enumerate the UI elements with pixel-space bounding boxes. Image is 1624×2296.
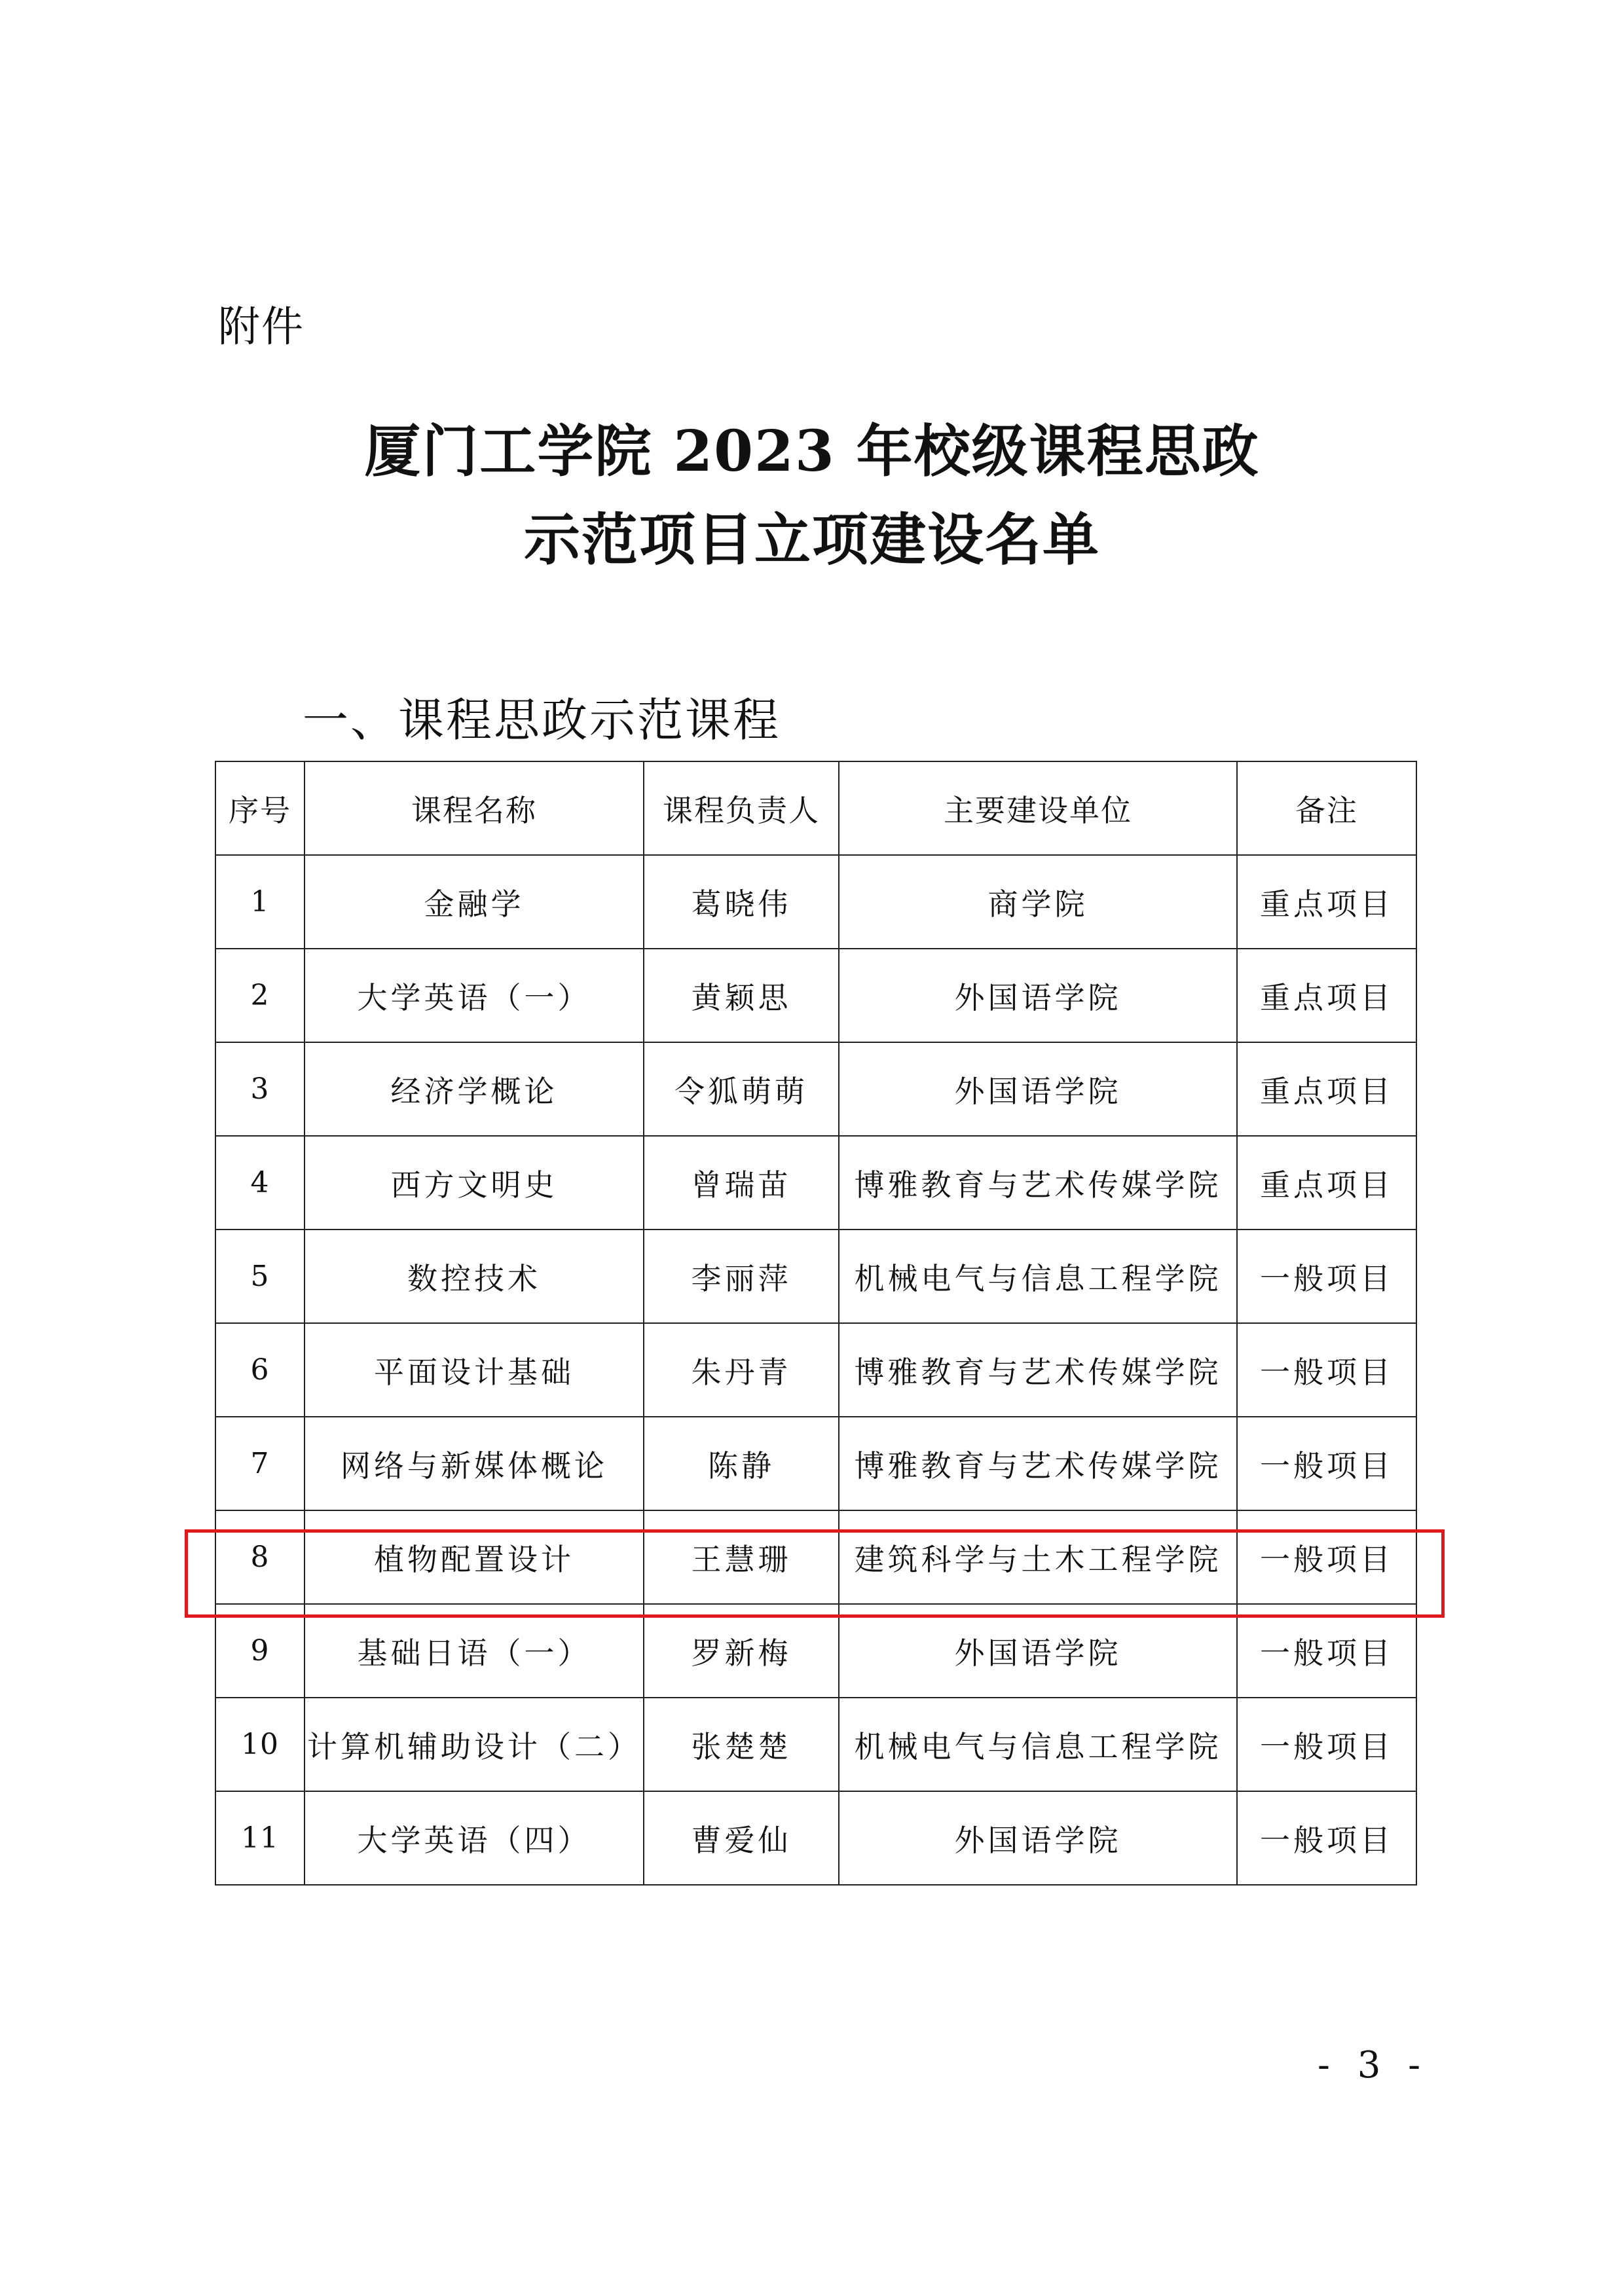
header-course-leader: 课程负责人 <box>644 761 839 855</box>
cell-main-unit: 博雅教育与艺术传媒学院 <box>839 1417 1237 1510</box>
cell-main-unit: 外国语学院 <box>839 1604 1237 1698</box>
cell-remarks: 一般项目 <box>1237 1230 1416 1323</box>
header-remarks: 备注 <box>1237 761 1416 855</box>
document-title-line-2: 示范项目立项建设名单 <box>524 507 1100 573</box>
table-row <box>215 1042 1416 1136</box>
cell-course-name: 数控技术 <box>304 1230 644 1323</box>
table-row <box>215 1417 1416 1510</box>
cell-remarks: 一般项目 <box>1237 1417 1416 1510</box>
cell-course-leader: 曾瑞苗 <box>644 1136 839 1230</box>
header-seq: 序号 <box>215 761 304 855</box>
cell-seq: 9 <box>215 1604 304 1698</box>
cell-remarks: 一般项目 <box>1237 1604 1416 1698</box>
cell-remarks: 重点项目 <box>1237 855 1416 949</box>
cell-course-leader: 李丽萍 <box>644 1230 839 1323</box>
table-row <box>215 1136 1416 1230</box>
cell-course-name: 基础日语（一） <box>304 1604 644 1698</box>
cell-seq: 4 <box>215 1136 304 1230</box>
cell-seq: 7 <box>215 1417 304 1510</box>
cell-course-name: 经济学概论 <box>304 1042 644 1136</box>
table-row <box>215 1698 1416 1791</box>
cell-main-unit: 外国语学院 <box>839 1791 1237 1885</box>
cell-course-leader: 葛晓伟 <box>644 855 839 949</box>
cell-course-name: 大学英语（一） <box>304 949 644 1042</box>
cell-main-unit: 外国语学院 <box>839 949 1237 1042</box>
cell-remarks: 重点项目 <box>1237 1042 1416 1136</box>
cell-course-leader: 陈静 <box>644 1417 839 1510</box>
cell-course-name: 大学英语（四） <box>304 1791 644 1885</box>
cell-seq: 6 <box>215 1323 304 1417</box>
cell-course-leader: 朱丹青 <box>644 1323 839 1417</box>
cell-seq: 2 <box>215 949 304 1042</box>
cell-remarks: 重点项目 <box>1237 1136 1416 1230</box>
table-row <box>215 855 1416 949</box>
table-row <box>215 1230 1416 1323</box>
cell-main-unit: 博雅教育与艺术传媒学院 <box>839 1323 1237 1417</box>
cell-course-name: 计算机辅助设计（二） <box>304 1698 644 1791</box>
document-title-line-1: 厦门工学院 2023 年校级课程思政 <box>364 418 1260 484</box>
cell-main-unit: 商学院 <box>839 855 1237 949</box>
cell-course-leader: 令狐萌萌 <box>644 1042 839 1136</box>
cell-main-unit: 机械电气与信息工程学院 <box>839 1230 1237 1323</box>
cell-course-name: 金融学 <box>304 855 644 949</box>
cell-seq: 10 <box>215 1698 304 1791</box>
cell-remarks: 一般项目 <box>1237 1510 1416 1604</box>
cell-seq: 5 <box>215 1230 304 1323</box>
cell-course-name: 西方文明史 <box>304 1136 644 1230</box>
cell-remarks: 一般项目 <box>1237 1323 1416 1417</box>
cell-course-name: 平面设计基础 <box>304 1323 644 1417</box>
cell-course-leader: 黄颖思 <box>644 949 839 1042</box>
table-row <box>215 1604 1416 1698</box>
cell-remarks: 一般项目 <box>1237 1698 1416 1791</box>
course-table <box>215 761 1417 1886</box>
table-row <box>215 1510 1416 1604</box>
page-number: - 3 - <box>1318 2044 1429 2086</box>
cell-seq: 3 <box>215 1042 304 1136</box>
cell-remarks: 一般项目 <box>1237 1791 1416 1885</box>
cell-main-unit: 博雅教育与艺术传媒学院 <box>839 1136 1237 1230</box>
table-row <box>215 1323 1416 1417</box>
cell-course-leader: 张楚楚 <box>644 1698 839 1791</box>
table-row <box>215 949 1416 1042</box>
cell-remarks: 重点项目 <box>1237 949 1416 1042</box>
section-heading: 一、课程思政示范课程 <box>303 693 781 747</box>
cell-course-name: 植物配置设计 <box>304 1510 644 1604</box>
attachment-label: 附件 <box>218 303 304 352</box>
cell-course-leader: 王慧珊 <box>644 1510 839 1604</box>
table-row <box>215 1791 1416 1885</box>
table-body <box>215 855 1416 1885</box>
table-header-row <box>215 761 1416 855</box>
cell-course-leader: 曹爱仙 <box>644 1791 839 1885</box>
cell-main-unit: 机械电气与信息工程学院 <box>839 1698 1237 1791</box>
cell-main-unit: 建筑科学与土木工程学院 <box>839 1510 1237 1604</box>
cell-course-name: 网络与新媒体概论 <box>304 1417 644 1510</box>
cell-seq: 8 <box>215 1510 304 1604</box>
cell-seq: 11 <box>215 1791 304 1885</box>
header-course-name: 课程名称 <box>304 761 644 855</box>
cell-course-leader: 罗新梅 <box>644 1604 839 1698</box>
cell-seq: 1 <box>215 855 304 949</box>
header-main-unit: 主要建设单位 <box>839 761 1237 855</box>
cell-main-unit: 外国语学院 <box>839 1042 1237 1136</box>
